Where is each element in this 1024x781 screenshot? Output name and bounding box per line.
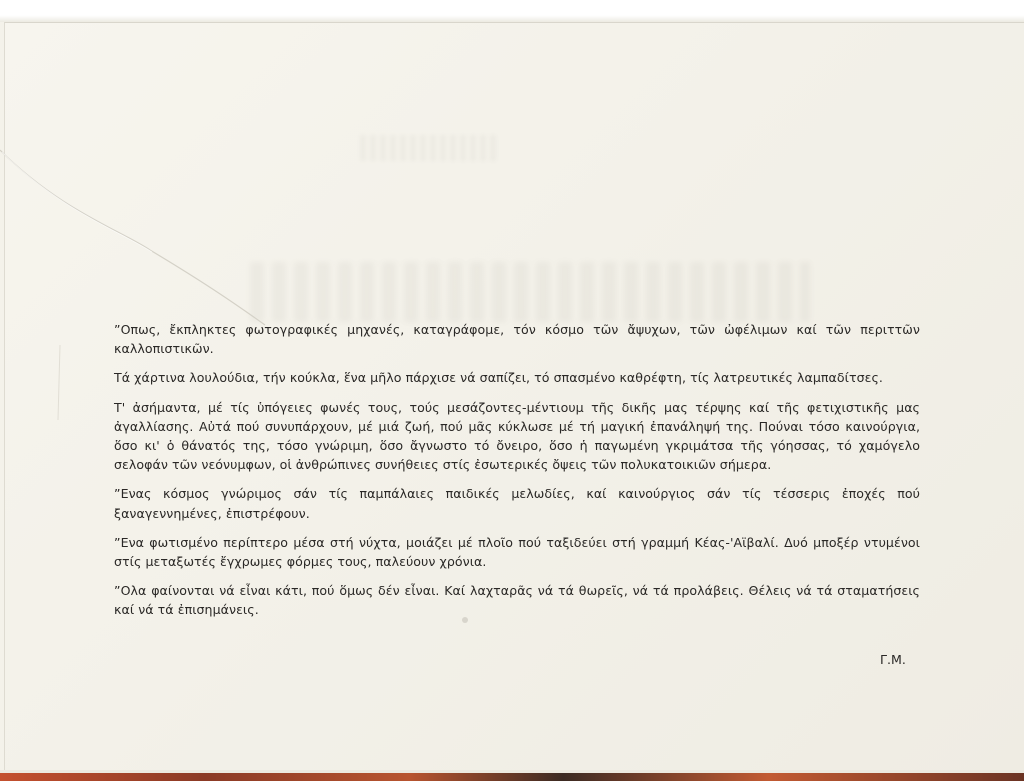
paragraph: Τά χάρτινα λουλούδια, τήν κούκλα, ἕνα μῆλο πάρχισε νά σαπίζει, τό σπασμένο καθρέφτη, τίς λατρευτικές λαμπαδίτσες. xyxy=(114,370,883,386)
show-through-text-faint xyxy=(360,135,500,161)
paragraph: ”Ολα φαίνονται νά εἶναι κάτι, πού ὅμως δέν εἶναι. Καί λαχταρᾶς νά τά θωρεῖς, νά τά προλάβεις. Θέλεις νά τά σταματήσεις καί νά τά ἐπισημάνεις. xyxy=(114,583,920,618)
body-text xyxy=(114,320,920,630)
paragraph: ”Ενας κόσμος γνώριμος σάν τίς παμπάλαιες παιδικές μελωδίες, καί καινούργιος σάν τίς τέσσερις ἐποχές πού ξαναγεννημένες, ἐπιστρέφουν. xyxy=(114,486,920,521)
bottom-cover-edge xyxy=(0,773,1024,781)
paragraph: ”Ενα φωτισμένο περίπτερο μέσα στή νύχτα, μοιάζει μέ πλοῖο πού ταξιδεύει στή γραμμή Κέας-'Αϊβαλί. Δυό μποξέρ ντυμένοι στίς μεταξωτές ἔγχρωμες φόρμες τους, παλεύουν χρόνια. xyxy=(114,534,920,570)
signature-initials: Γ.Μ. xyxy=(880,652,906,667)
scan-top-edge xyxy=(0,0,1024,22)
paragraph: ”Οπως, ἔκπληκτες φωτογραφικές μηχανές, καταγράφομε, τόν κόσμο τῶν ἄψυχων, τῶν ὠφέλιμων καί τῶν περιττῶν καλλοπιστικῶν. xyxy=(114,322,920,357)
paragraph: Τ' ἀσήμαντα, μέ τίς ὑπόγειες φωνές τους, τούς μεσάζοντες-μέντιουμ τῆς δικῆς μας τέρψης καί τῆς φετιχιστικῆς μας ἀγαλλίασης. Αὐτά πού συνυπάρχουν, μέ μιά ζωή, πού μᾶς κύκλωσε μέ τή μαγική ἐπανάληψή της. Πούναι τόσο καινούργια, ὅσο κι' ὁ θάνατός της, τόσο γνώριμη, ὅσο ἄγνωστο τό ὄνειρο, ὅσο ἡ παγωμένη γκριμάτσα τῆς γόησσας, τό χαμόγελο σελοφάν τῶν νεόνυμφων, οἱ ἀνθρώπινες συνήθειες στίς ἐσωτερικές ὄψεις τῶν πολυκατοικιῶν σήμερα. xyxy=(114,399,920,473)
show-through-title-faint xyxy=(250,262,810,322)
